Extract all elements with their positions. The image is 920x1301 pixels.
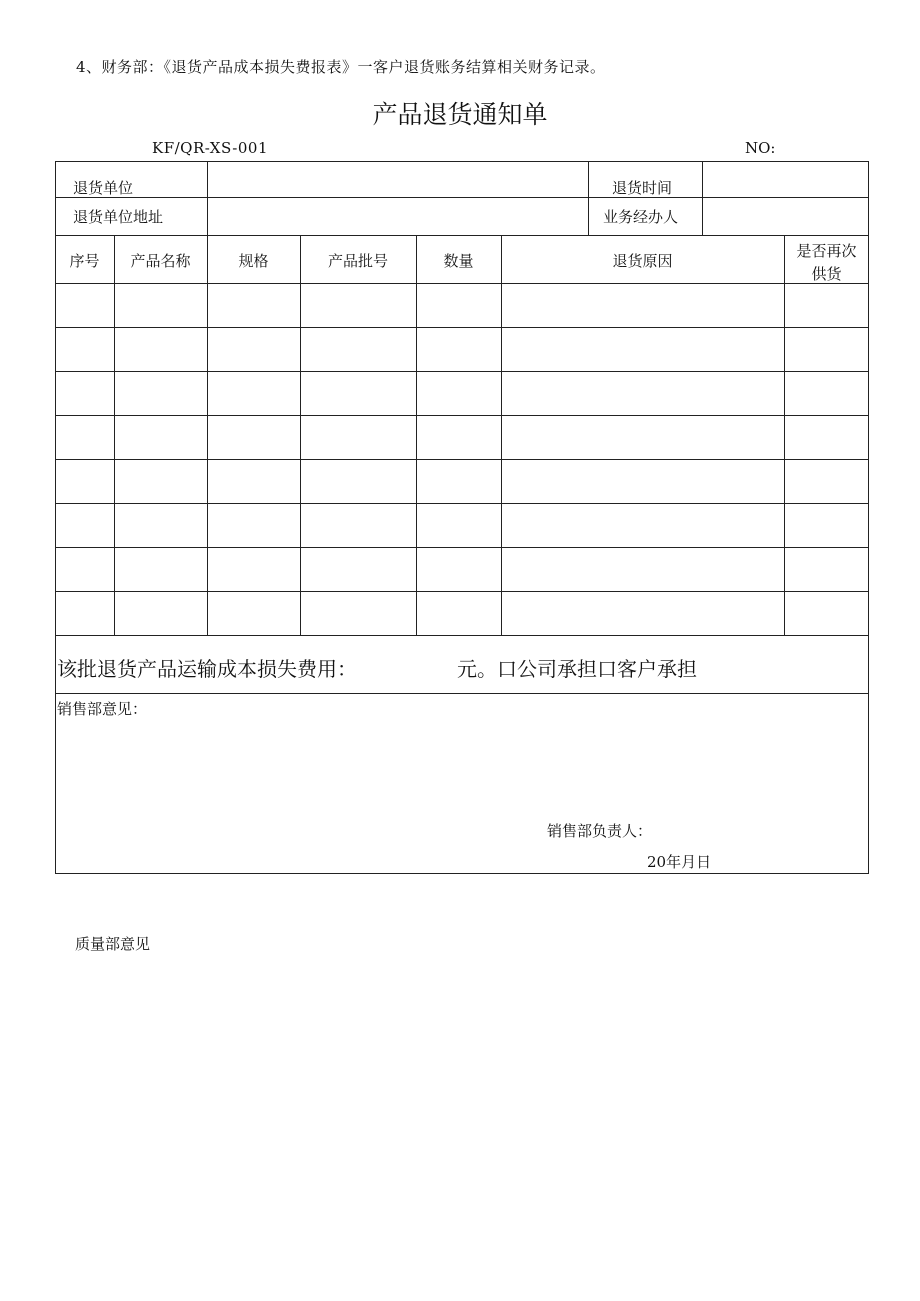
col-header-spec: 规格 bbox=[238, 252, 269, 270]
col-divider bbox=[416, 235, 417, 635]
shipping-loss-fee-label: 该批退货产品运输成本损失费用： bbox=[57, 657, 357, 681]
return-form-table bbox=[55, 161, 869, 874]
col-divider bbox=[784, 235, 785, 635]
col-divider bbox=[300, 235, 301, 635]
form-code: KF/QR-XS-001 bbox=[152, 139, 268, 157]
col-header-resupply: 是否再次 bbox=[796, 242, 857, 260]
row-divider bbox=[55, 693, 869, 694]
sales-manager-label: 销售部负责人： bbox=[547, 822, 653, 840]
sales-opinion-label: 销售部意见： bbox=[57, 700, 148, 718]
return-time-label: 退货时间 bbox=[612, 179, 673, 197]
form-number-label: NO: bbox=[745, 139, 776, 157]
fee-bearer-options: 元。口公司承担口客户承担 bbox=[457, 657, 697, 681]
col-divider bbox=[114, 235, 115, 635]
col-divider bbox=[207, 235, 208, 635]
col-header-batch: 产品批号 bbox=[327, 252, 388, 270]
row-divider bbox=[55, 327, 869, 328]
row-divider bbox=[55, 283, 869, 284]
finance-note: 4、财务部：《退货产品成本损失费报表》一客户退货账务结算相关财务记录。 bbox=[76, 58, 606, 76]
col-divider bbox=[588, 161, 589, 235]
col-divider bbox=[207, 161, 208, 235]
col-header-qty: 数量 bbox=[443, 252, 474, 270]
row-divider bbox=[55, 547, 869, 548]
row-divider bbox=[55, 591, 869, 592]
row-divider bbox=[55, 503, 869, 504]
col-header-name: 产品名称 bbox=[130, 252, 191, 270]
sales-date-label: 20年月日 bbox=[647, 853, 712, 871]
handler-label: 业务经办人 bbox=[603, 208, 679, 226]
col-divider bbox=[702, 161, 703, 235]
row-divider bbox=[55, 197, 869, 198]
row-divider bbox=[55, 415, 869, 416]
row-divider bbox=[55, 635, 869, 636]
col-header-resupply: 供货 bbox=[811, 265, 842, 283]
return-address-label: 退货单位地址 bbox=[73, 208, 164, 226]
row-divider bbox=[55, 459, 869, 460]
row-divider bbox=[55, 371, 869, 372]
return-unit-label: 退货单位 bbox=[73, 179, 134, 197]
row-divider bbox=[55, 235, 869, 236]
table-border-top bbox=[55, 161, 869, 162]
col-header-seq: 序号 bbox=[69, 252, 100, 270]
table-border-bottom bbox=[55, 873, 869, 874]
form-title: 产品退货通知单 bbox=[372, 100, 548, 129]
col-divider bbox=[501, 235, 502, 635]
col-header-reason: 退货原因 bbox=[612, 252, 673, 270]
quality-opinion-label: 质量部意见 bbox=[75, 935, 151, 953]
